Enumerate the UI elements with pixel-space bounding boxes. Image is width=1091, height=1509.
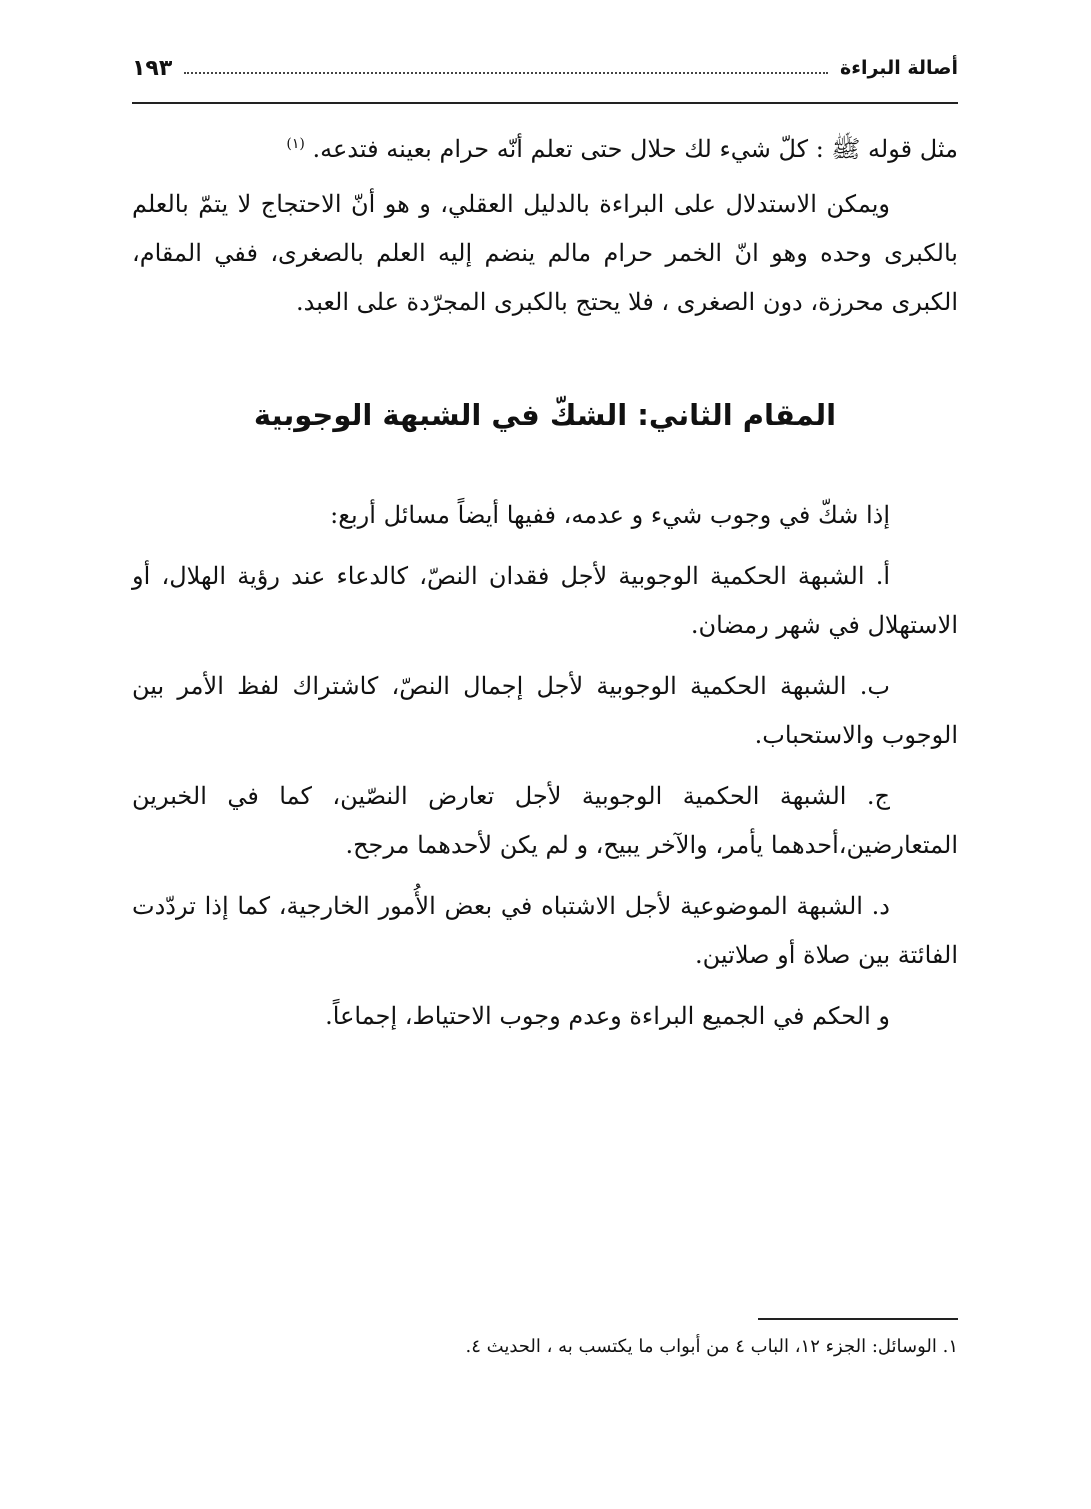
- paragraph-rational-proof: ويمكن الاستدلال على البراءة بالدليل العقلي، و هو أنّ الاحتجاج لا يتمّ بالعلم بالكبرى وحده وهو انّ الخمر حرام مالم ينضم إليه العلم بالصغرى، ففي المقام، الكبرى محرزة، دون الصغرى ، فلا يحتج بالكبرى المجرّدة على العبد.: [132, 190, 958, 316]
- page-number: ١٩٣: [132, 55, 173, 81]
- header-title: أصالة البراءة: [840, 57, 958, 79]
- section-heading: المقام الثاني: الشكّ في الشبهة الوجوبية: [253, 398, 837, 432]
- paragraph-hadith-text: مثل قوله ﷺ : كلّ شيء لك حلال حتى تعلم أنّه حرام بعينه فتدعه.: [312, 135, 958, 163]
- main-text: [132, 120, 958, 1041]
- paragraph-hadith: [132, 120, 958, 174]
- list-item-a: أ. الشبهة الحكمية الوجوبية لأجل فقدان النصّ، كالدعاء عند رؤية الهلال، أو الاستهلال في شهر رمضان.: [132, 562, 958, 639]
- header-dotted-leader: [184, 72, 828, 74]
- running-header: [132, 48, 958, 88]
- header-rule: [132, 102, 958, 104]
- list-item-c: ج. الشبهة الحكمية الوجوبية لأجل تعارض النصّين، كما في الخبرين المتعارضين،أحدهما يأمر، والآخر يبيح، و لم يكن لأحدهما مرجح.: [132, 782, 958, 859]
- list-item-d: د. الشبهة الموضوعية لأجل الاشتباه في بعض الأُمور الخارجية، كما إذا تردّدت الفائتة بين صلاة أو صلاتين.: [132, 892, 958, 969]
- footnote-rule: [758, 1318, 958, 1320]
- footnote-reference: (١): [286, 136, 305, 152]
- list-item-b: ب. الشبهة الحكمية الوجوبية لأجل إجمال النصّ، كاشتراك لفظ الأمر بين الوجوب والاستحباب.: [132, 672, 958, 749]
- paragraph-conclusion: و الحكم في الجميع البراءة وعدم وجوب الاحتياط، إجماعاً.: [325, 1002, 890, 1030]
- footnote: ١. الوسائل: الجزء ١٢، الباب ٤ من أبواب ما يكتسب به ، الحديث ٤.: [465, 1336, 958, 1357]
- paragraph-intro: إذا شكّ في وجوب شيء و عدمه، ففيها أيضاً مسائل أربع:: [330, 501, 890, 529]
